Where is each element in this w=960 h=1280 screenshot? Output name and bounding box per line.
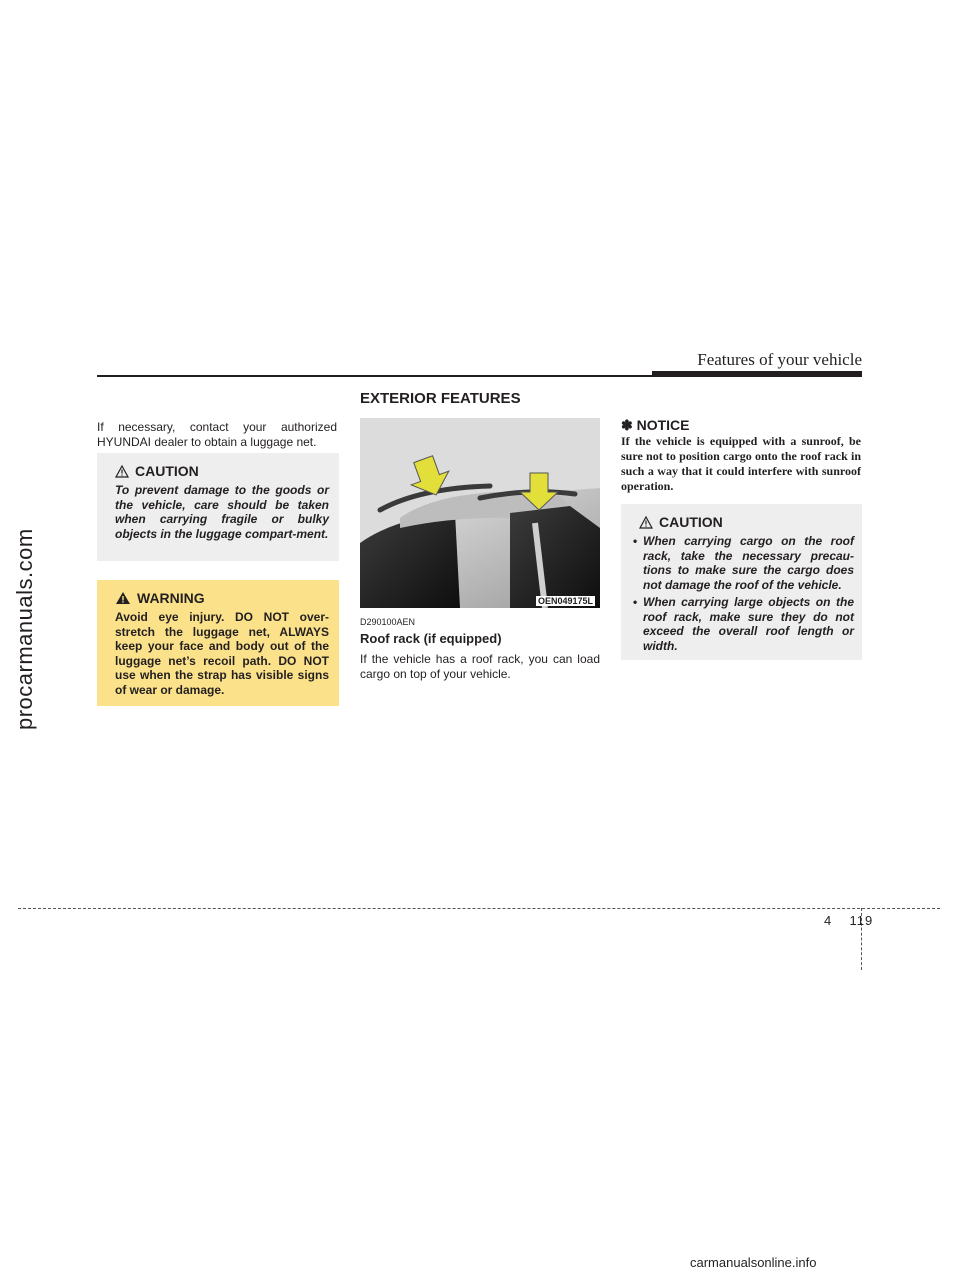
caution-title: CAUTION [659, 514, 723, 530]
roof-rack-heading: Roof rack (if equipped) [360, 631, 502, 646]
caution-box-left [97, 453, 339, 561]
caution-heading [115, 463, 329, 479]
page-index: 119 [849, 913, 874, 928]
warning-title: WARNING [137, 590, 205, 606]
list-item: • When carrying cargo on the roof rack, take the necessary precau-tions to make sure the cargo does not damage the roof of the vehicle. [633, 534, 854, 592]
header-title: Features of your vehicle [697, 350, 862, 369]
list-item: • When carrying large objects on the roof rack, make sure they do not exceed the overall roof length or width. [633, 595, 854, 653]
header-rule-tab [652, 371, 862, 377]
document-code: D290100AEN [360, 617, 416, 627]
caution-triangle-icon [115, 465, 129, 478]
notice-paragraph: If the vehicle is equipped with a sunroof, be sure not to position cargo onto the roof rack in such a way that it could interfere with sunroof operation. [621, 434, 861, 493]
caution-heading [633, 514, 854, 530]
figure-code: OEN049175L [538, 596, 594, 606]
caution-title: CAUTION [135, 463, 199, 479]
page-number [824, 913, 873, 928]
warning-text: Avoid eye injury. DO NOT over-stretch the luggage net, ALWAYS keep your face and body out of the luggage net’s recoil path. DO NOT use when the strap has visible signs of wear or damage. [115, 610, 329, 697]
chapter-number: 4 [824, 913, 833, 928]
notice-heading: ✽ NOTICE [621, 417, 690, 433]
warning-heading [115, 590, 329, 606]
roof-rack-paragraph: If the vehicle has a roof rack, you can load cargo on top of your vehicle. [360, 652, 600, 681]
side-watermark-text: procarmanuals.com [12, 528, 37, 730]
intro-paragraph: If necessary, contact your authorized HYUNDAI dealer to obtain a luggage net. [97, 420, 337, 449]
warning-triangle-filled-icon [115, 591, 131, 605]
bottom-watermark: carmanualsonline.info [690, 1255, 817, 1270]
caution-triangle-icon [639, 516, 653, 529]
caution-text: To prevent damage to the goods or the vehicle, care should be taken when carrying fragile or bulky objects in the luggage compart-ment. [115, 483, 329, 541]
footer-rule [18, 908, 940, 909]
caution-list [633, 534, 854, 653]
roof-rack-illustration [360, 418, 600, 608]
section-title: EXTERIOR FEATURES [360, 390, 521, 407]
side-watermark [0, 0, 37, 1280]
caution-box-right [621, 504, 862, 660]
warning-box [97, 580, 339, 706]
